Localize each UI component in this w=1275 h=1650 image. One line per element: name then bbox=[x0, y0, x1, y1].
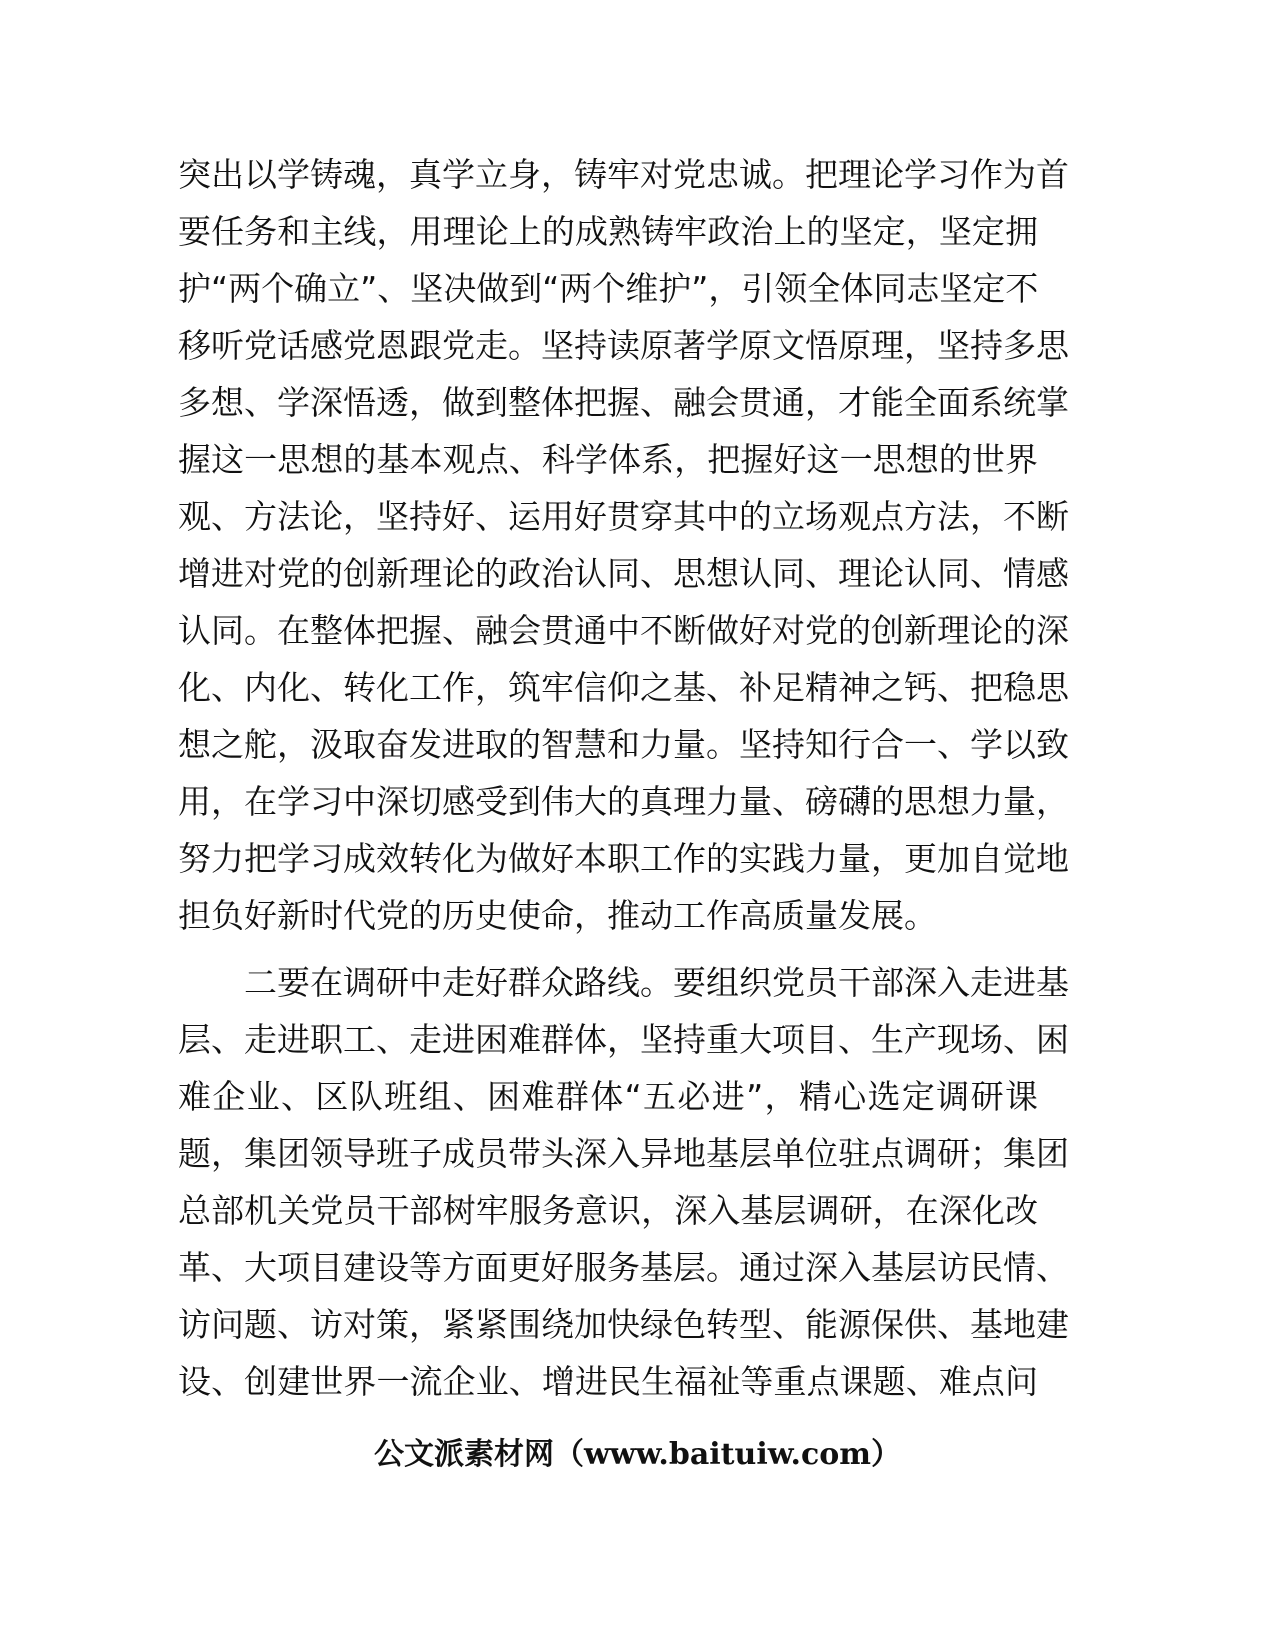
text-line: 访问题、访对策，紧紧围绕加快绿色转型、能源保供、基地建 bbox=[178, 1305, 1069, 1344]
text-line: 认同。在整体把握、融会贯通中不断做好对党的创新理论的深 bbox=[178, 611, 1069, 650]
text-line: 难企业、区队班组、困难群体“五必进”，精心选定调研课 bbox=[178, 1077, 1038, 1116]
paragraph-2 bbox=[178, 954, 1069, 1410]
text-line: 层、走进职工、走进困难群体，坚持重大项目、生产现场、困 bbox=[178, 1020, 1069, 1059]
text-line: 二要在调研中走好群众路线。要组织党员干部深入走进基 bbox=[244, 963, 1069, 1002]
paragraph-spacer bbox=[178, 944, 1038, 954]
text-line: 握这一思想的基本观点、科学体系，把握好这一思想的世界 bbox=[178, 440, 1038, 479]
text-line: 想之舵，汲取奋发进取的智慧和力量。坚持知行合一、学以致 bbox=[178, 725, 1069, 764]
text-line: 多想、学深悟透，做到整体把握、融会贯通，才能全面系统掌 bbox=[178, 383, 1069, 422]
text-line: 突出以学铸魂，真学立身，铸牢对党忠诚。把理论学习作为首 bbox=[178, 155, 1069, 194]
text-line: 努力把学习成效转化为做好本职工作的实践力量，更加自觉地 bbox=[178, 839, 1069, 878]
text-line: 护“两个确立”、坚决做到“两个维护”，引领全体同志坚定不 bbox=[178, 269, 1039, 308]
text-line: 观、方法论，坚持好、运用好贯穿其中的立场观点方法，不断 bbox=[178, 497, 1069, 536]
footer-watermark: 公文派素材网（www.baituiw.com） bbox=[373, 1437, 902, 1472]
text-line: 移听党话感党恩跟党走。坚持读原著学原文悟原理，坚持多思 bbox=[178, 326, 1069, 365]
text-line: 增进对党的创新理论的政治认同、思想认同、理论认同、情感 bbox=[178, 554, 1069, 593]
body-text bbox=[178, 146, 1069, 1410]
text-line: 化、内化、转化工作，筑牢信仰之基、补足精神之钙、把稳思 bbox=[178, 668, 1069, 707]
text-line: 总部机关党员干部树牢服务意识，深入基层调研，在深化改 bbox=[178, 1191, 1038, 1230]
paragraph-1 bbox=[178, 146, 1069, 944]
text-line: 担负好新时代党的历史使命，推动工作高质量发展。 bbox=[178, 896, 937, 935]
text-line: 革、大项目建设等方面更好服务基层。通过深入基层访民情、 bbox=[178, 1248, 1069, 1287]
text-line: 要任务和主线，用理论上的成熟铸牢政治上的坚定，坚定拥 bbox=[178, 212, 1038, 251]
text-line: 用，在学习中深切感受到伟大的真理力量、磅礴的思想力量， bbox=[178, 782, 1069, 821]
text-line: 题，集团领导班子成员带头深入异地基层单位驻点调研；集团 bbox=[178, 1134, 1069, 1173]
text-line: 设、创建世界一流企业、增进民生福祉等重点课题、难点问 bbox=[178, 1362, 1038, 1401]
